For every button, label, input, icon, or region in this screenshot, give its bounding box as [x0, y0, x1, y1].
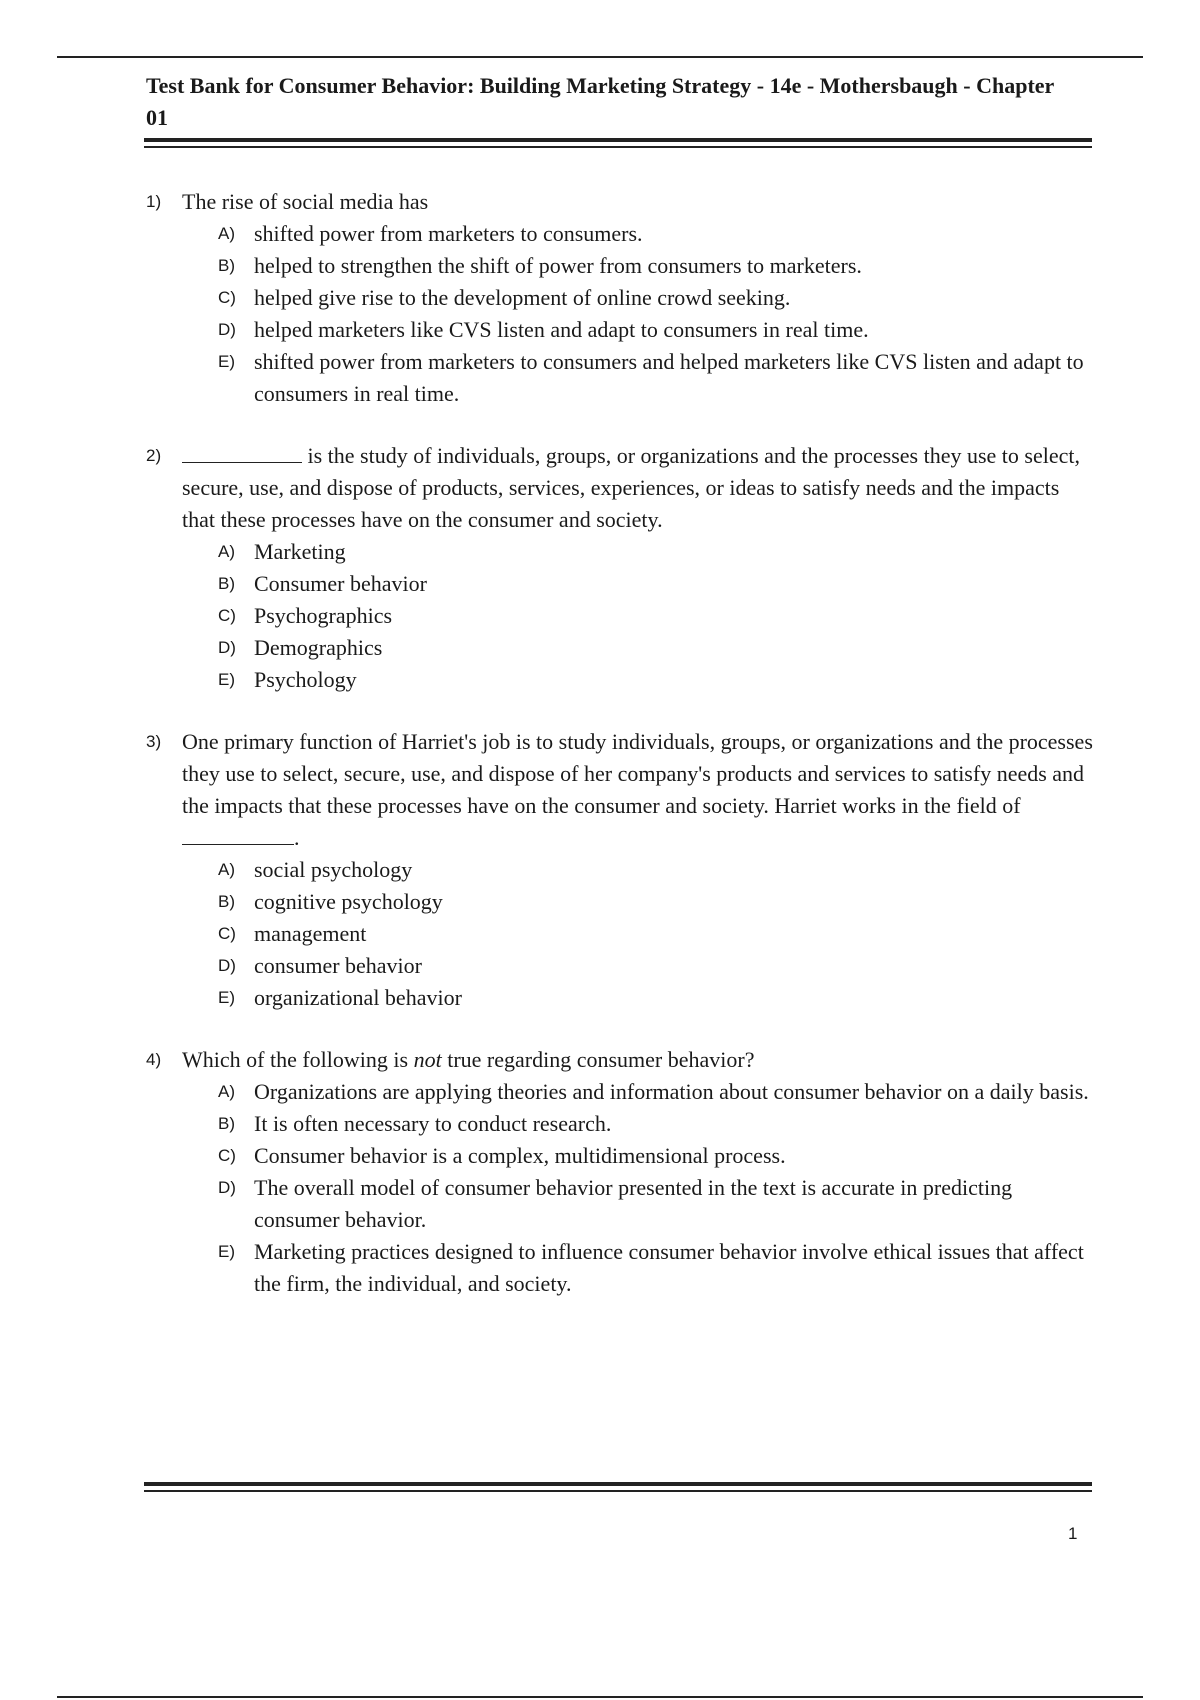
- option-a: [218, 1076, 1096, 1108]
- option-text: Consumer behavior: [254, 571, 427, 596]
- option-text: Psychology: [254, 667, 357, 692]
- option-e: [218, 1236, 1096, 1300]
- option-list: [182, 218, 1096, 410]
- stem-text: One primary function of Harriet's job is to study individuals, groups, or organizations and the processes they use to select, secure, use, and dispose of her company's products and services to satisfy needs and the impacts that these processes have on the consumer and society. Harriet works in the field of: [182, 729, 1093, 818]
- option-d: [218, 1172, 1096, 1236]
- option-text: management: [254, 921, 367, 946]
- stem-text-end: .: [294, 825, 300, 850]
- option-letter: B): [218, 574, 235, 593]
- option-letter: E): [218, 988, 235, 1007]
- option-d: [218, 314, 1096, 346]
- option-letter: E): [218, 1242, 235, 1261]
- question-number: 1): [146, 192, 162, 211]
- option-c: [218, 1140, 1096, 1172]
- option-text: consumer behavior: [254, 953, 422, 978]
- answer-blank: [182, 440, 302, 463]
- option-letter: B): [218, 1114, 235, 1133]
- option-text: Marketing: [254, 539, 346, 564]
- option-letter: A): [218, 542, 235, 561]
- option-letter: D): [218, 638, 236, 657]
- question-stem: The rise of social media has: [182, 189, 429, 214]
- question-4: [146, 1044, 1096, 1300]
- option-e: [218, 664, 1096, 696]
- option-text: social psychology: [254, 857, 413, 882]
- question-1: [146, 186, 1096, 410]
- option-letter: C): [218, 1146, 236, 1165]
- option-letter: C): [218, 924, 236, 943]
- answer-blank: [182, 822, 294, 845]
- question-2: [146, 440, 1096, 696]
- page-number: 1: [1068, 1524, 1078, 1543]
- option-c: [218, 918, 1096, 950]
- option-text: It is often necessary to conduct research.: [254, 1111, 612, 1136]
- option-a: [218, 536, 1096, 568]
- option-list: [182, 854, 1096, 1014]
- option-text: Organizations are applying theories and information about consumer behavior on a daily basis.: [254, 1079, 1089, 1104]
- option-text: helped marketers like CVS listen and adapt to consumers in real time.: [254, 317, 869, 342]
- question-number: 3): [146, 732, 162, 751]
- question-number: 4): [146, 1050, 162, 1069]
- option-letter: D): [218, 320, 236, 339]
- question-stem: [182, 726, 1096, 854]
- stem-emphasis: not: [413, 1047, 442, 1072]
- option-b: [218, 1108, 1096, 1140]
- option-letter: C): [218, 288, 236, 307]
- option-letter: E): [218, 352, 235, 371]
- option-letter: B): [218, 256, 235, 275]
- header-double-rule: [144, 138, 1092, 148]
- option-c: [218, 282, 1096, 314]
- stem-text-end: true regarding consumer behavior?: [441, 1047, 755, 1072]
- option-text: helped give rise to the development of online crowd seeking.: [254, 285, 791, 310]
- question-number: 2): [146, 446, 162, 465]
- option-text: helped to strengthen the shift of power from consumers to marketers.: [254, 253, 862, 278]
- option-letter: A): [218, 224, 235, 243]
- option-text: shifted power from marketers to consumers and helped marketers like CVS listen and adapt to consumers in real time.: [254, 349, 1084, 406]
- option-a: [218, 218, 1096, 250]
- option-text: The overall model of consumer behavior presented in the text is accurate in predicting consumer behavior.: [254, 1175, 1013, 1232]
- question-stem: [182, 1044, 1096, 1076]
- question-3: [146, 726, 1096, 1014]
- option-text: organizational behavior: [254, 985, 462, 1010]
- option-b: [218, 886, 1096, 918]
- option-letter: A): [218, 860, 235, 879]
- top-border-line: [57, 56, 1143, 58]
- option-a: [218, 854, 1096, 886]
- question-list: [146, 186, 1096, 1330]
- stem-text: Which of the following is: [182, 1047, 414, 1072]
- option-text: Demographics: [254, 635, 383, 660]
- option-list: [182, 1076, 1096, 1300]
- option-text: shifted power from marketers to consumers.: [254, 221, 643, 246]
- question-stem: [182, 440, 1096, 536]
- option-b: [218, 250, 1096, 282]
- option-c: [218, 600, 1096, 632]
- option-text: Psychographics: [254, 603, 393, 628]
- option-text: Consumer behavior is a complex, multidimensional process.: [254, 1143, 786, 1168]
- document-title: Test Bank for Consumer Behavior: Building Marketing Strategy - 14e - Mothersbaugh - Chapter 01: [146, 73, 1054, 130]
- option-letter: D): [218, 1178, 236, 1197]
- bottom-border-line: [57, 1696, 1143, 1698]
- option-letter: E): [218, 670, 235, 689]
- option-list: [182, 536, 1096, 696]
- option-letter: D): [218, 956, 236, 975]
- option-d: [218, 632, 1096, 664]
- option-d: [218, 950, 1096, 982]
- option-text: cognitive psychology: [254, 889, 443, 914]
- option-text: Marketing practices designed to influence consumer behavior involve ethical issues that affect the firm, the individual, and society.: [254, 1239, 1084, 1296]
- footer-double-rule: [144, 1482, 1092, 1492]
- option-letter: C): [218, 606, 236, 625]
- option-letter: A): [218, 1082, 235, 1101]
- option-b: [218, 568, 1096, 600]
- option-letter: B): [218, 892, 235, 911]
- option-e: [218, 346, 1096, 410]
- stem-text: is the study of individuals, groups, or organizations and the processes they use to select, secure, use, and dispose of products, services, experiences, or ideas to satisfy needs and the impacts that these processes have on the consumer and society.: [182, 443, 1081, 532]
- option-e: [218, 982, 1096, 1014]
